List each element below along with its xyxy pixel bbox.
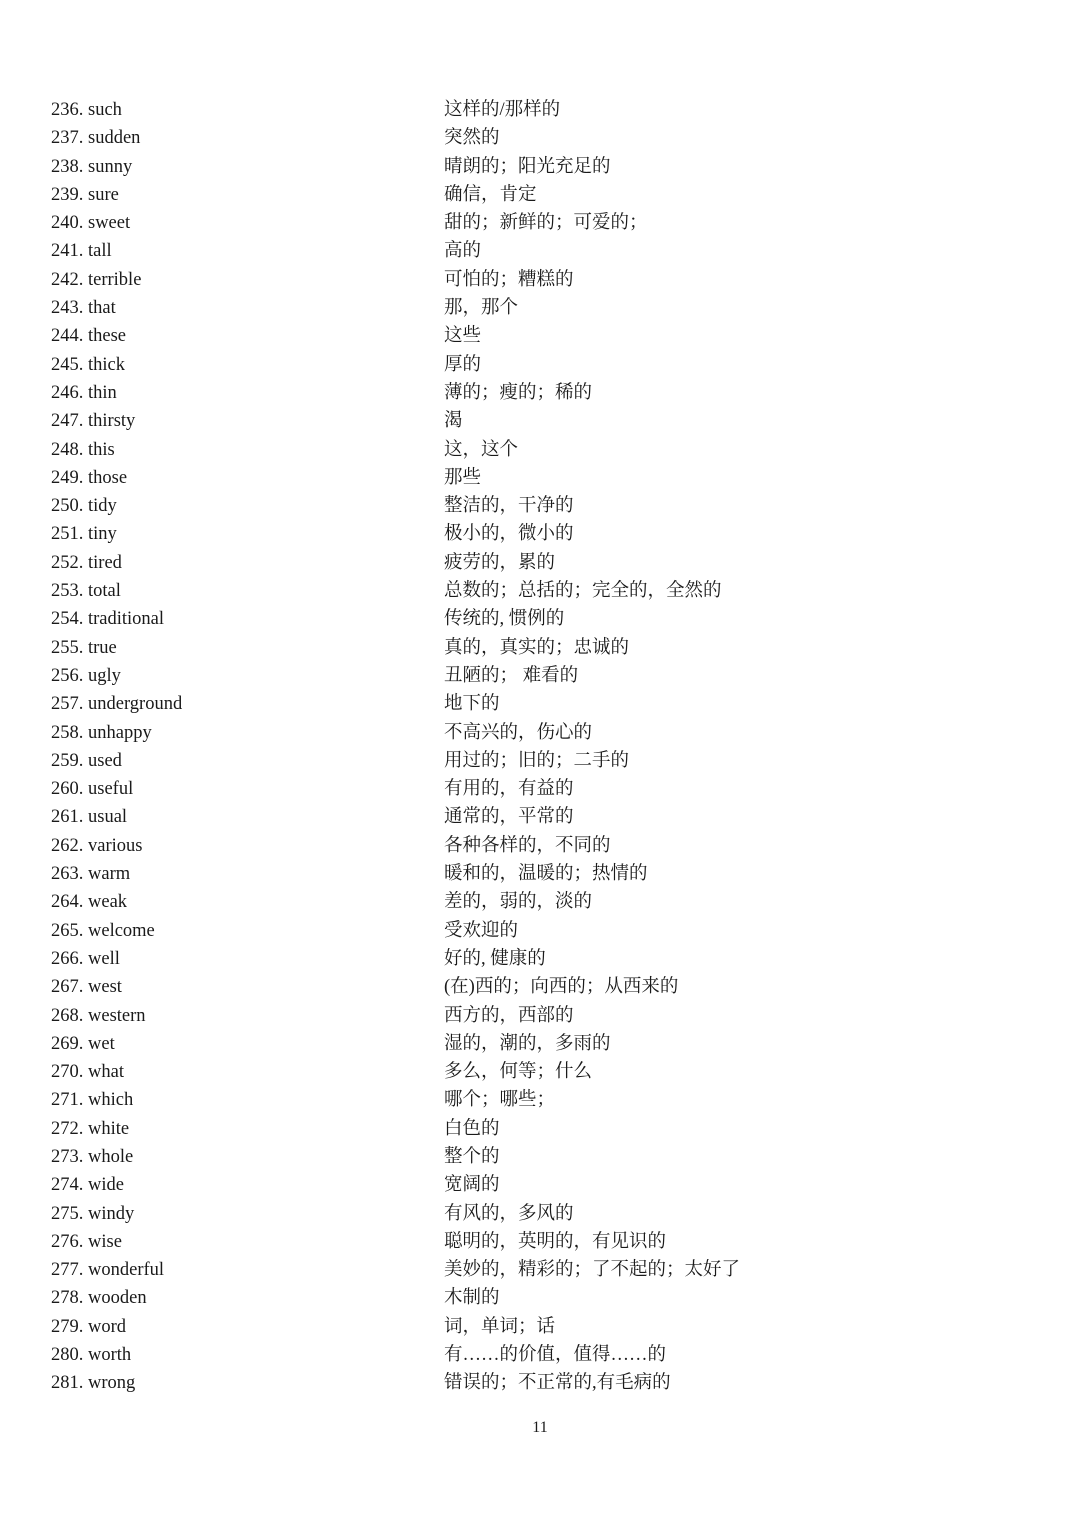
vocab-entry (51, 1030, 1051, 1058)
vocab-entry (51, 860, 1051, 888)
entry-meaning: 甜的；新鲜的；可爱的； (444, 213, 648, 234)
entry-meaning: 不高兴的，伤心的 (444, 722, 593, 743)
entry-meaning: 确信，肯定 (444, 184, 537, 205)
vocab-entry (51, 124, 1051, 152)
vocab-entry (51, 917, 1051, 945)
entry-word: 269. wet (51, 1033, 115, 1054)
entry-meaning: 地下的 (444, 694, 500, 715)
entry-word: 239. sure (51, 184, 119, 205)
entry-meaning: 薄的；瘦的；稀的 (444, 382, 593, 403)
entry-meaning: 传统的, 惯例的 (444, 609, 565, 630)
entry-meaning: 疲劳的，累的 (444, 552, 556, 573)
entry-word: 244. these (51, 326, 127, 347)
entry-meaning: 通常的，平常的 (444, 807, 574, 828)
entry-word: 266. well (51, 948, 120, 969)
entry-word: 271. which (51, 1090, 134, 1111)
entry-word: 264. weak (51, 892, 128, 913)
entry-word: 257. underground (51, 694, 183, 715)
entry-word: 278. wooden (51, 1288, 147, 1309)
entry-word: 261. usual (51, 807, 128, 828)
vocab-entry (51, 1058, 1051, 1086)
vocab-entry (51, 1115, 1051, 1143)
vocab-entry (51, 1086, 1051, 1114)
entry-word: 262. various (51, 835, 143, 856)
entry-meaning: 这，这个 (444, 439, 519, 460)
entry-word: 247. thirsty (51, 411, 136, 432)
vocab-entry (51, 436, 1051, 464)
vocab-entry (51, 520, 1051, 548)
entry-word: 273. whole (51, 1146, 134, 1167)
vocab-entry (51, 747, 1051, 775)
entry-word: 270. what (51, 1062, 124, 1083)
entry-meaning: 哪个；哪些； (444, 1090, 556, 1111)
vocab-entry (51, 605, 1051, 633)
entry-meaning: 整洁的，干净的 (444, 496, 574, 517)
vocab-entry (51, 351, 1051, 379)
entry-word: 277. wonderful (51, 1260, 165, 1281)
entry-meaning: 暖和的，温暖的；热情的 (444, 864, 648, 885)
entry-word: 259. used (51, 750, 122, 771)
vocab-entry (51, 549, 1051, 577)
vocab-entry (51, 1284, 1051, 1312)
vocab-entry (51, 492, 1051, 520)
entry-word: 263. warm (51, 864, 131, 885)
vocab-entry (51, 294, 1051, 322)
entry-word: 248. this (51, 439, 115, 460)
entry-meaning: 晴朗的；阳光充足的 (444, 156, 611, 177)
entry-meaning: 渴 (444, 411, 463, 432)
vocab-entry (51, 322, 1051, 350)
vocab-entry (51, 266, 1051, 294)
entry-meaning: 突然的 (444, 128, 500, 149)
entry-meaning: 好的, 健康的 (444, 948, 546, 969)
entry-meaning: 整个的 (444, 1146, 500, 1167)
entry-word: 258. unhappy (51, 722, 152, 743)
vocab-entry (51, 690, 1051, 718)
entry-meaning: 用过的；旧的；二手的 (444, 750, 630, 771)
entry-meaning: 可怕的；糟糕的 (444, 269, 574, 290)
vocab-entry (51, 1200, 1051, 1228)
entry-word: 250. tidy (51, 496, 117, 517)
entry-word: 236. such (51, 100, 122, 120)
entry-word: 255. true (51, 637, 117, 658)
vocab-entry (51, 719, 1051, 747)
vocab-entry (51, 153, 1051, 181)
vocab-entry (51, 1256, 1051, 1284)
vocab-entry (51, 832, 1051, 860)
entry-meaning: 极小的，微小的 (444, 524, 574, 545)
entry-word: 237. sudden (51, 128, 141, 149)
vocab-entry (51, 577, 1051, 605)
entry-word: 279. word (51, 1316, 127, 1337)
entry-meaning: 那，那个 (444, 298, 519, 319)
entry-meaning: 这些 (444, 326, 482, 347)
entry-meaning: 厚的 (444, 354, 482, 375)
entry-word: 268. western (51, 1005, 146, 1026)
vocab-entry (51, 96, 1051, 124)
entry-meaning: 受欢迎的 (444, 920, 519, 941)
entry-word: 241. tall (51, 241, 112, 262)
entry-meaning: 白色的 (444, 1118, 500, 1139)
entry-meaning: 这样的/那样的 (444, 100, 561, 120)
entry-meaning: 真的，真实的；忠诚的 (444, 637, 630, 658)
entry-meaning: 木制的 (444, 1288, 500, 1309)
entry-word: 238. sunny (51, 156, 133, 177)
vocab-entry (51, 464, 1051, 492)
vocab-entry (51, 662, 1051, 690)
entry-word: 275. windy (51, 1203, 135, 1224)
entry-word: 249. those (51, 467, 128, 488)
entry-word: 276. wise (51, 1231, 122, 1252)
entry-word: 272. white (51, 1118, 130, 1139)
vocab-entry (51, 945, 1051, 973)
entry-meaning: 多么，何等；什么 (444, 1062, 593, 1083)
entry-word: 243. that (51, 298, 116, 319)
entry-meaning: 词，单词；话 (444, 1316, 556, 1337)
entry-meaning: 湿的，潮的，多雨的 (444, 1033, 611, 1054)
entry-word: 267. west (51, 977, 122, 998)
entry-word: 281. wrong (51, 1373, 136, 1394)
entry-meaning: 高的 (444, 241, 482, 262)
vocab-entry (51, 775, 1051, 803)
entry-word: 256. ugly (51, 665, 121, 686)
vocab-entry (51, 237, 1051, 265)
entry-meaning: 各种各样的，不同的 (444, 835, 611, 856)
entry-word: 274. wide (51, 1175, 124, 1196)
entry-meaning: (在)西的；向西的；从西来的 (444, 977, 679, 998)
entry-meaning: 总数的；总括的；完全的，全然的 (444, 581, 722, 602)
entry-meaning: 有风的，多风的 (444, 1203, 574, 1224)
entry-word: 242. terrible (51, 269, 142, 290)
entry-word: 260. useful (51, 779, 134, 800)
entry-word: 251. tiny (51, 524, 117, 545)
vocab-entry (51, 634, 1051, 662)
entry-meaning: 西方的，西部的 (444, 1005, 574, 1026)
vocab-entry (51, 1228, 1051, 1256)
entry-word: 280. worth (51, 1345, 132, 1366)
vocab-entry (51, 407, 1051, 435)
vocab-entry (51, 379, 1051, 407)
entry-word: 254. traditional (51, 609, 165, 630)
entry-meaning: 宽阔的 (444, 1175, 500, 1196)
page-number: 11 (532, 1419, 548, 1436)
entry-word: 245. thick (51, 354, 125, 375)
vocab-entry (51, 209, 1051, 237)
entry-meaning: 有用的，有益的 (444, 779, 574, 800)
entry-meaning: 丑陋的； 难看的 (444, 665, 579, 686)
entry-word: 240. sweet (51, 213, 131, 234)
vocab-entry (51, 973, 1051, 1001)
vocab-entry (51, 1002, 1051, 1030)
entry-meaning: 那些 (444, 467, 482, 488)
vocab-entry (51, 803, 1051, 831)
vocab-entry (51, 1341, 1051, 1369)
entry-meaning: 聪明的，英明的，有见识的 (444, 1231, 667, 1252)
entry-meaning: 差的，弱的，淡的 (444, 892, 593, 913)
entry-word: 246. thin (51, 382, 117, 403)
vocab-entry (51, 181, 1051, 209)
entry-word: 253. total (51, 581, 121, 602)
vocab-entry (51, 1369, 1051, 1397)
entry-word: 252. tired (51, 552, 122, 573)
entry-word: 265. welcome (51, 920, 155, 941)
vocabulary-list (51, 96, 1051, 1398)
entry-meaning: 有……的价值，值得……的 (444, 1345, 667, 1366)
vocab-entry (51, 1143, 1051, 1171)
vocab-entry (51, 1313, 1051, 1341)
vocab-entry (51, 1171, 1051, 1199)
vocab-entry (51, 888, 1051, 916)
entry-meaning: 美妙的，精彩的；了不起的；太好了 (444, 1260, 741, 1281)
entry-meaning: 错误的；不正常的,有毛病的 (444, 1373, 671, 1394)
